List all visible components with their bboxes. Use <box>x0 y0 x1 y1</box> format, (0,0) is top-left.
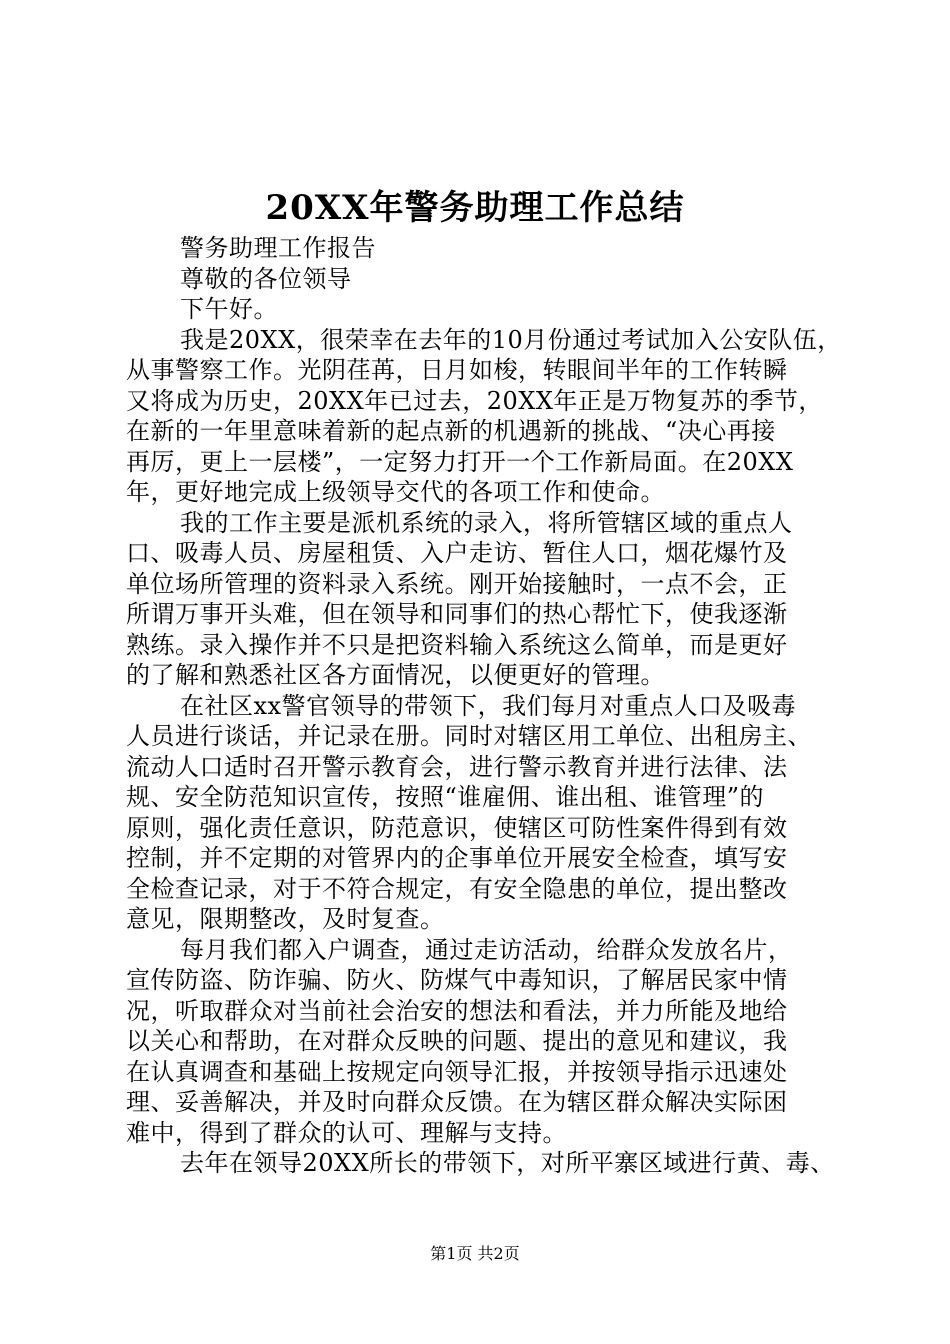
text-line: 人员进行谈话，并记录在册。同时对辖区用工单位、出租房主、 <box>126 722 812 750</box>
text-line: 难中，得到了群众的认可、理解与支持。 <box>126 1118 567 1147</box>
text-line: 口、吸毒人员、房屋租赁、入户走访、暂住人口，烟花爆竹及 <box>126 539 788 567</box>
text-line: 全检查记录，对于不符合规定，有安全隐患的单位，提出整改 <box>126 874 788 903</box>
text-line: 在新的一年里意味着新的起点新的机遇新的挑战、“决心再接 <box>126 417 776 445</box>
text-line: 原则，强化责任意识，防范意识，使辖区可防性案件得到有效 <box>126 813 788 842</box>
text-line: 再厉，更上一层楼”，一定努力打开一个工作新局面。在20XX <box>126 447 794 476</box>
text-line: 下午好。 <box>180 295 278 323</box>
text-line: 单位场所管理的资料录入系统。刚开始接触时，一点不会，正 <box>126 569 788 598</box>
text-line: 意见，限期整改，及时复查。 <box>126 905 445 933</box>
document-title: 20XX年警务助理工作总结 <box>265 188 685 228</box>
text-line: 规、安全防范知识宣传，按照“谁雇佣、谁出租、谁管理”的 <box>126 783 765 811</box>
text-line: 我的工作主要是派机系统的录入，将所管辖区域的重点人 <box>180 508 793 537</box>
text-line: 去年在领导20XX所长的带领下，对所平寨区域进行黄、毒、 <box>180 1149 835 1177</box>
text-line: 所谓万事开头难，但在领导和同事们的热心帮忙下，使我逐渐 <box>126 600 788 628</box>
text-line: 年，更好地完成上级领导交代的各项工作和使命。 <box>126 478 665 506</box>
text-line: 流动人口适时召开警示教育会，进行警示教育并进行法律、法 <box>126 752 788 781</box>
text-line: 尊敬的各位领导 <box>180 264 352 293</box>
text-line: 熟练。录入操作并不只是把资料输入系统这么简单，而是更好 <box>126 630 788 659</box>
document-body <box>126 233 842 1179</box>
text-line: 每月我们都入户调查，通过走访活动，给群众发放名片， <box>180 935 793 964</box>
text-line: 理、妥善解决，并及时向群众反馈。在为辖区群众解决实际困 <box>126 1088 788 1116</box>
text-line: 以关心和帮助，在对群众反映的问题、提出的意见和建议，我 <box>126 1027 788 1055</box>
text-line: 在认真调查和基础上按规定向领导汇报，并按领导指示迅速处 <box>126 1057 788 1086</box>
text-line: 又将成为历史，20XX年已过去，20XX年正是万物复苏的季节， <box>126 386 823 415</box>
text-line: 在社区xx警官领导的带领下，我们每月对重点人口及吸毒 <box>180 691 797 720</box>
text-line: 从事警察工作。光阴荏苒，日月如梭，转眼间半年的工作转瞬 <box>126 356 788 384</box>
text-line: 的了解和熟悉社区各方面情况，以便更好的管理。 <box>126 661 665 689</box>
text-line: 况，听取群众对当前社会治安的想法和看法，并力所能及地给 <box>126 996 788 1025</box>
text-line: 控制，并不定期的对管界内的企事单位开展安全检查，填写安 <box>126 844 788 872</box>
text-line: 宣传防盗、防诈骗、防火、防煤气中毒知识，了解居民家中情 <box>126 966 788 994</box>
text-line: 我是20XX，很荣幸在去年的10月份通过考试加入公安队伍， <box>180 325 842 354</box>
text-line: 警务助理工作报告 <box>180 234 376 262</box>
page-footer: 第1页 共2页 <box>430 1244 520 1263</box>
